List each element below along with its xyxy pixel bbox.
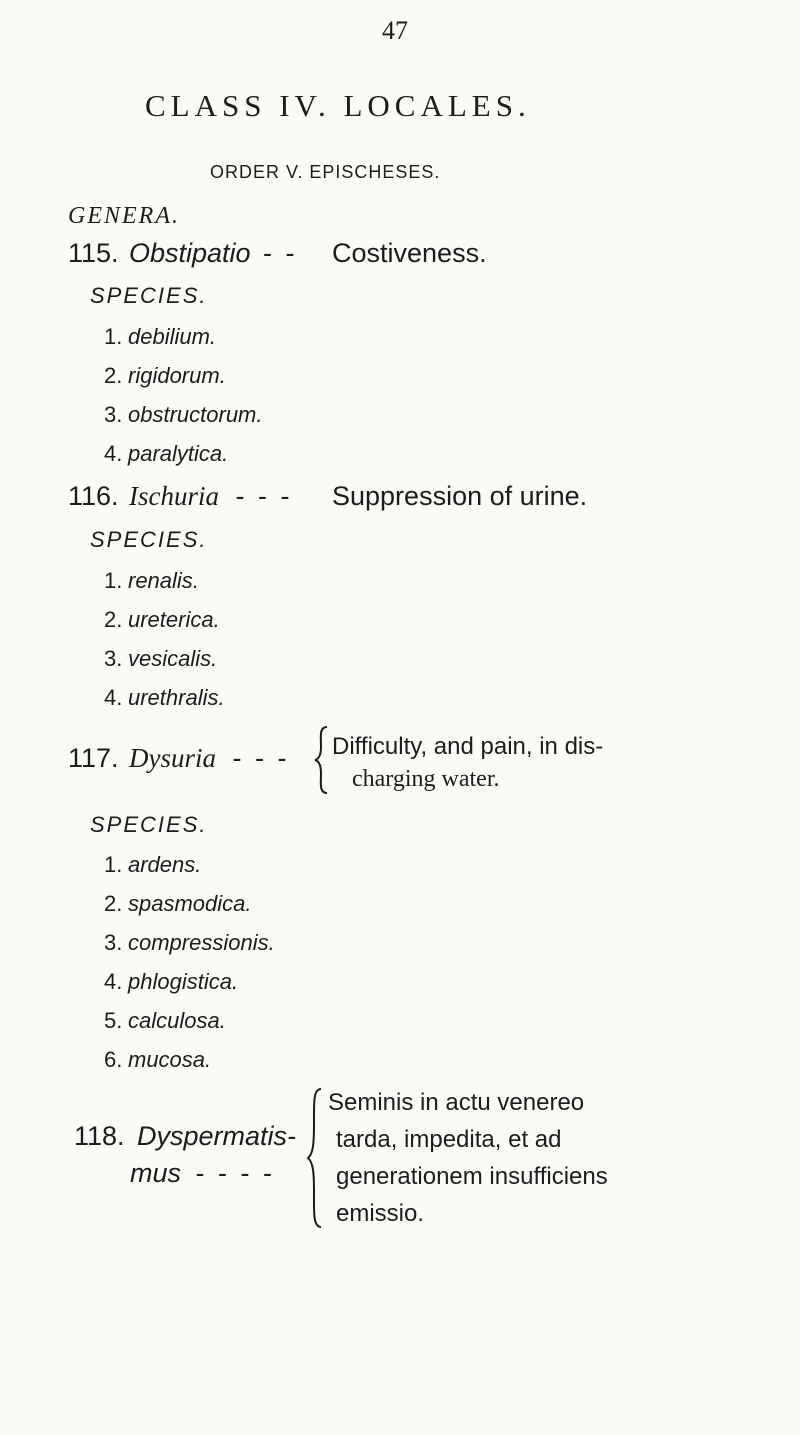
genus-118-latin-line: emissio. (336, 1200, 425, 1227)
species-label: SPECIES. (90, 283, 208, 308)
genus-117-english-line: charging water. (352, 766, 500, 792)
species-label: SPECIES. (90, 527, 208, 552)
genus-118-latin-line: Seminis in actu venereo (328, 1089, 585, 1116)
curly-brace-icon (304, 1086, 324, 1230)
species-item: 4. paralytica. (104, 441, 229, 466)
species-item: 1. ardens. (104, 852, 202, 877)
leader-dashes: - - - - (195, 1158, 275, 1188)
species-item: 5. calculosa. (104, 1008, 226, 1033)
genus-name: Dyspermatis- (137, 1121, 297, 1151)
species-item: 2. ureterica. (104, 607, 220, 632)
page-number: 47 (382, 16, 408, 45)
genus-116-row (68, 481, 292, 512)
genus-number: 118. (74, 1121, 125, 1151)
species-item: 2. spasmodica. (104, 891, 252, 916)
genus-name: Obstipatio (129, 238, 251, 268)
species-item: 4. phlogistica. (104, 969, 239, 994)
leader-dashes: - - (263, 238, 298, 268)
genus-117-row (68, 743, 289, 774)
genus-118-row (74, 1121, 296, 1152)
genus-number: 115. (68, 238, 119, 268)
genera-label: GENERA. (68, 203, 180, 229)
species-item: 3. compressionis. (104, 930, 275, 955)
species-item: 2. rigidorum. (104, 363, 226, 388)
genus-number: 117. (68, 743, 119, 773)
genus-name: Dysuria (129, 743, 216, 773)
species-item: 1. debilium. (104, 324, 217, 349)
genus-118-latin-line: generationem insufficiens (336, 1163, 608, 1190)
genus-115-row (68, 238, 298, 269)
species-item: 1. renalis. (104, 568, 199, 593)
species-item: 4. urethralis. (104, 685, 225, 710)
curly-brace-icon (312, 725, 330, 795)
species-item: 3. vesicalis. (104, 646, 218, 671)
genus-number: 116. (68, 481, 119, 511)
leader-dashes: - - - (232, 743, 290, 773)
leader-dashes: - - - (235, 481, 293, 511)
order-heading: ORDER V. EPISCHESES. (210, 162, 441, 182)
species-item: 3. obstructorum. (104, 402, 263, 427)
genus-118-latin-line: tarda, impedita, et ad (336, 1126, 562, 1153)
species-label: SPECIES. (90, 812, 208, 837)
genus-115-english: Costiveness. (332, 238, 487, 268)
genus-name-continued: mus (130, 1158, 182, 1188)
species-item: 6. mucosa. (104, 1047, 212, 1072)
genus-118-row-2 (130, 1158, 275, 1189)
genus-116-english: Suppression of urine. (332, 481, 588, 511)
genus-name: Ischuria (129, 481, 219, 511)
genus-117-english-line: Difficulty, and pain, in dis- (332, 733, 604, 760)
class-heading: CLASS IV. LOCALES. (145, 88, 531, 123)
